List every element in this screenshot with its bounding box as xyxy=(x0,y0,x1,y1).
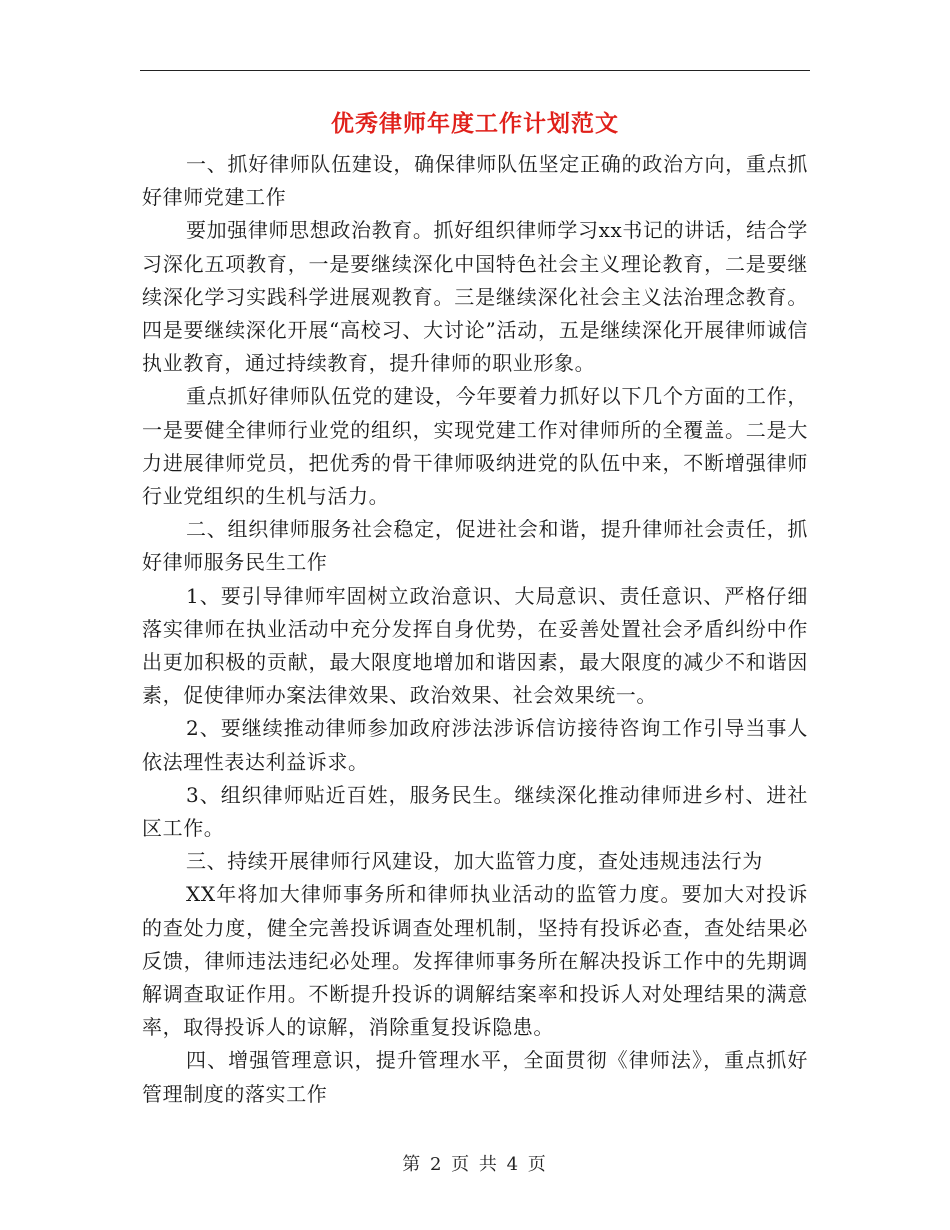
list-item-2: 2、要继续推动律师参加政府涉法涉诉信访接待咨询工作引导当事人依法理性表达利益诉求。 xyxy=(142,716,808,774)
paragraph-party-building: 重点抓好律师队伍党的建设，今年要着力抓好以下几个方面的工作，一是要健全律师行业党的组织，实现党建工作对律师所的全覆盖。二是大力进展律师党员，把优秀的骨干律师吸纳进党的队伍中来，不断增强律师行业党组织的生机与活力。 xyxy=(142,384,808,509)
page-number: 第 2 页 共 4 页 xyxy=(402,1154,548,1175)
paragraph-supervision: XX年将加大律师事务所和律师执业活动的监管力度。要加大对投诉的查处力度，健全完善投诉调查处理机制，坚持有投诉必查，查处结果必反馈，律师违法违纪必处理。发挥律师事务所在解决投诉工作中的先期调解调查取证作用。不断提升投诉的调解结案率和投诉人对处理结果的满意率，取得投诉人的谅解，消除重复投诉隐患。 xyxy=(142,882,808,1040)
heading-section-1: 一、抓好律师队伍建设，确保律师队伍坚定正确的政治方向，重点抓好律师党建工作 xyxy=(142,152,808,210)
document-body xyxy=(142,148,808,1111)
heading-section-4: 四、增强管理意识，提升管理水平，全面贯彻《律师法》，重点抓好管理制度的落实工作 xyxy=(142,1048,808,1106)
heading-section-2: 二、组织律师服务社会稳定，促进社会和谐，提升律师社会责任，抓好律师服务民生工作 xyxy=(142,517,808,575)
list-item-3: 3、组织律师贴近百姓，服务民生。继续深化推动律师进乡村、进社区工作。 xyxy=(142,782,808,841)
header-rule xyxy=(140,70,810,71)
list-item-1: 1、要引导律师牢固树立政治意识、大局意识、责任意识、严格仔细落实律师在执业活动中充分发挥自身优势，在妥善处置社会矛盾纠纷中作出更加积极的贡献，最大限度地增加和谐因素，最大限度的减少不和谐因素，促使律师办案法律效果、政治效果、社会效果统一。 xyxy=(142,583,808,708)
heading-section-3: 三、持续开展律师行风建设，加大监管力度，查处违规违法行为 xyxy=(186,849,763,874)
document-title: 优秀律师年度工作计划范文 xyxy=(331,110,619,137)
paragraph-political-education: 要加强律师思想政治教育。抓好组织律师学习xx书记的讲话，结合学习深化五项教育，一是要继续深化中国特色社会主义理论教育，二是要继续深化学习实践科学进展观教育。三是继续深化社会主义法治理念教育。四是要继续深化开展“高校习、大讨论”活动，五是继续深化开展律师诚信执业教育，通过持续教育，提升律师的职业形象。 xyxy=(142,218,808,376)
